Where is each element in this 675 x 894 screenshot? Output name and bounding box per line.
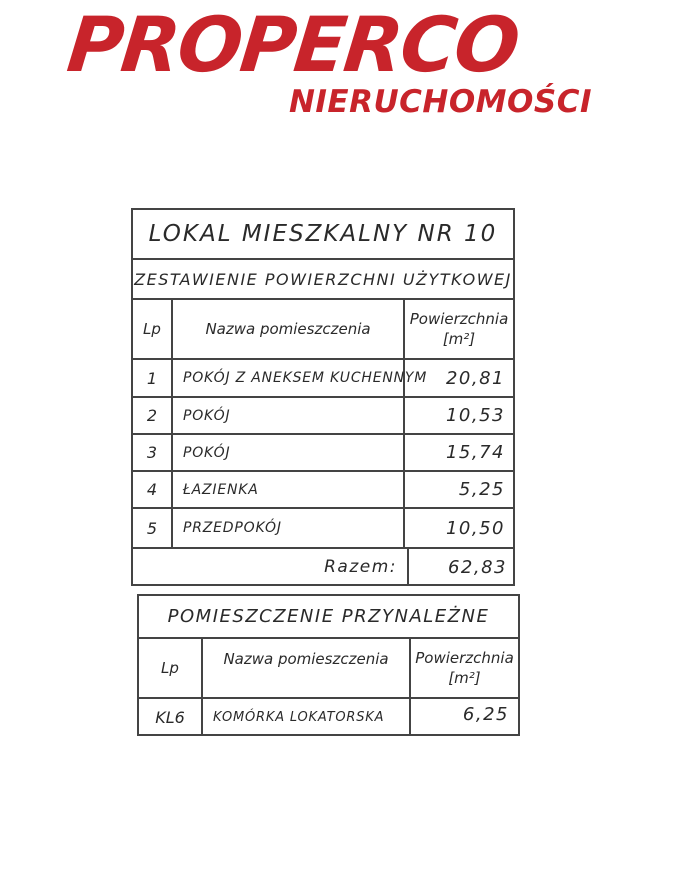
row-area: 5,25: [458, 479, 505, 500]
main-table-title: LOKAL MIESZKALNY NR 10: [148, 221, 498, 247]
header-area: [411, 639, 518, 697]
row-name: ŁAZIENKA: [183, 481, 259, 498]
row-lp: 1: [146, 368, 158, 388]
brand-subtitle: NIERUCHOMOŚCI: [288, 84, 592, 120]
row-area: 6,25: [462, 703, 509, 725]
row-area: 20,81: [445, 367, 505, 389]
row-area: 15,74: [445, 442, 505, 463]
main-table-subtitle: ZESTAWIENIE POWIERZCHNI UŻYTKOWEJ: [134, 269, 512, 289]
row-lp: KL6: [155, 707, 185, 727]
row-name: POKÓJ: [183, 444, 231, 461]
row-name: POKÓJ Z ANEKSEM KUCHENNYM: [183, 370, 428, 386]
row-lp: 5: [146, 518, 158, 538]
header-area-unit: [m²]: [442, 330, 476, 348]
header-area: [405, 300, 513, 358]
row-lp: 3: [146, 443, 158, 462]
row-name: PRZEDPOKÓJ: [183, 520, 282, 536]
column-divider: [171, 300, 173, 548]
row-area: 10,50: [445, 517, 505, 539]
row-name: POKÓJ: [183, 407, 231, 424]
header-lp: Lp: [161, 659, 179, 677]
brand-name: PROPERCO: [63, 0, 523, 89]
row-lp: 4: [146, 480, 158, 499]
header-lp: Lp: [143, 320, 161, 338]
header-name: Nazwa pomieszczenia: [205, 320, 371, 338]
header-area-unit: [m²]: [448, 669, 481, 687]
row-name: KOMÓRKA LOKATORSKA: [213, 709, 385, 725]
header-area-label: Powierzchnia: [409, 310, 509, 328]
secondary-table-title: POMIESZCZENIE PRZYNALEŻNE: [167, 606, 490, 627]
brand-logo: [60, 0, 620, 126]
total-value: 62,83: [447, 556, 507, 578]
row-lp: 2: [146, 406, 158, 425]
header-name: Nazwa pomieszczenia: [223, 650, 389, 668]
row-area: 10,53: [445, 405, 505, 426]
header-area-label: Powierzchnia: [415, 649, 514, 667]
total-label: Razem:: [324, 557, 397, 577]
